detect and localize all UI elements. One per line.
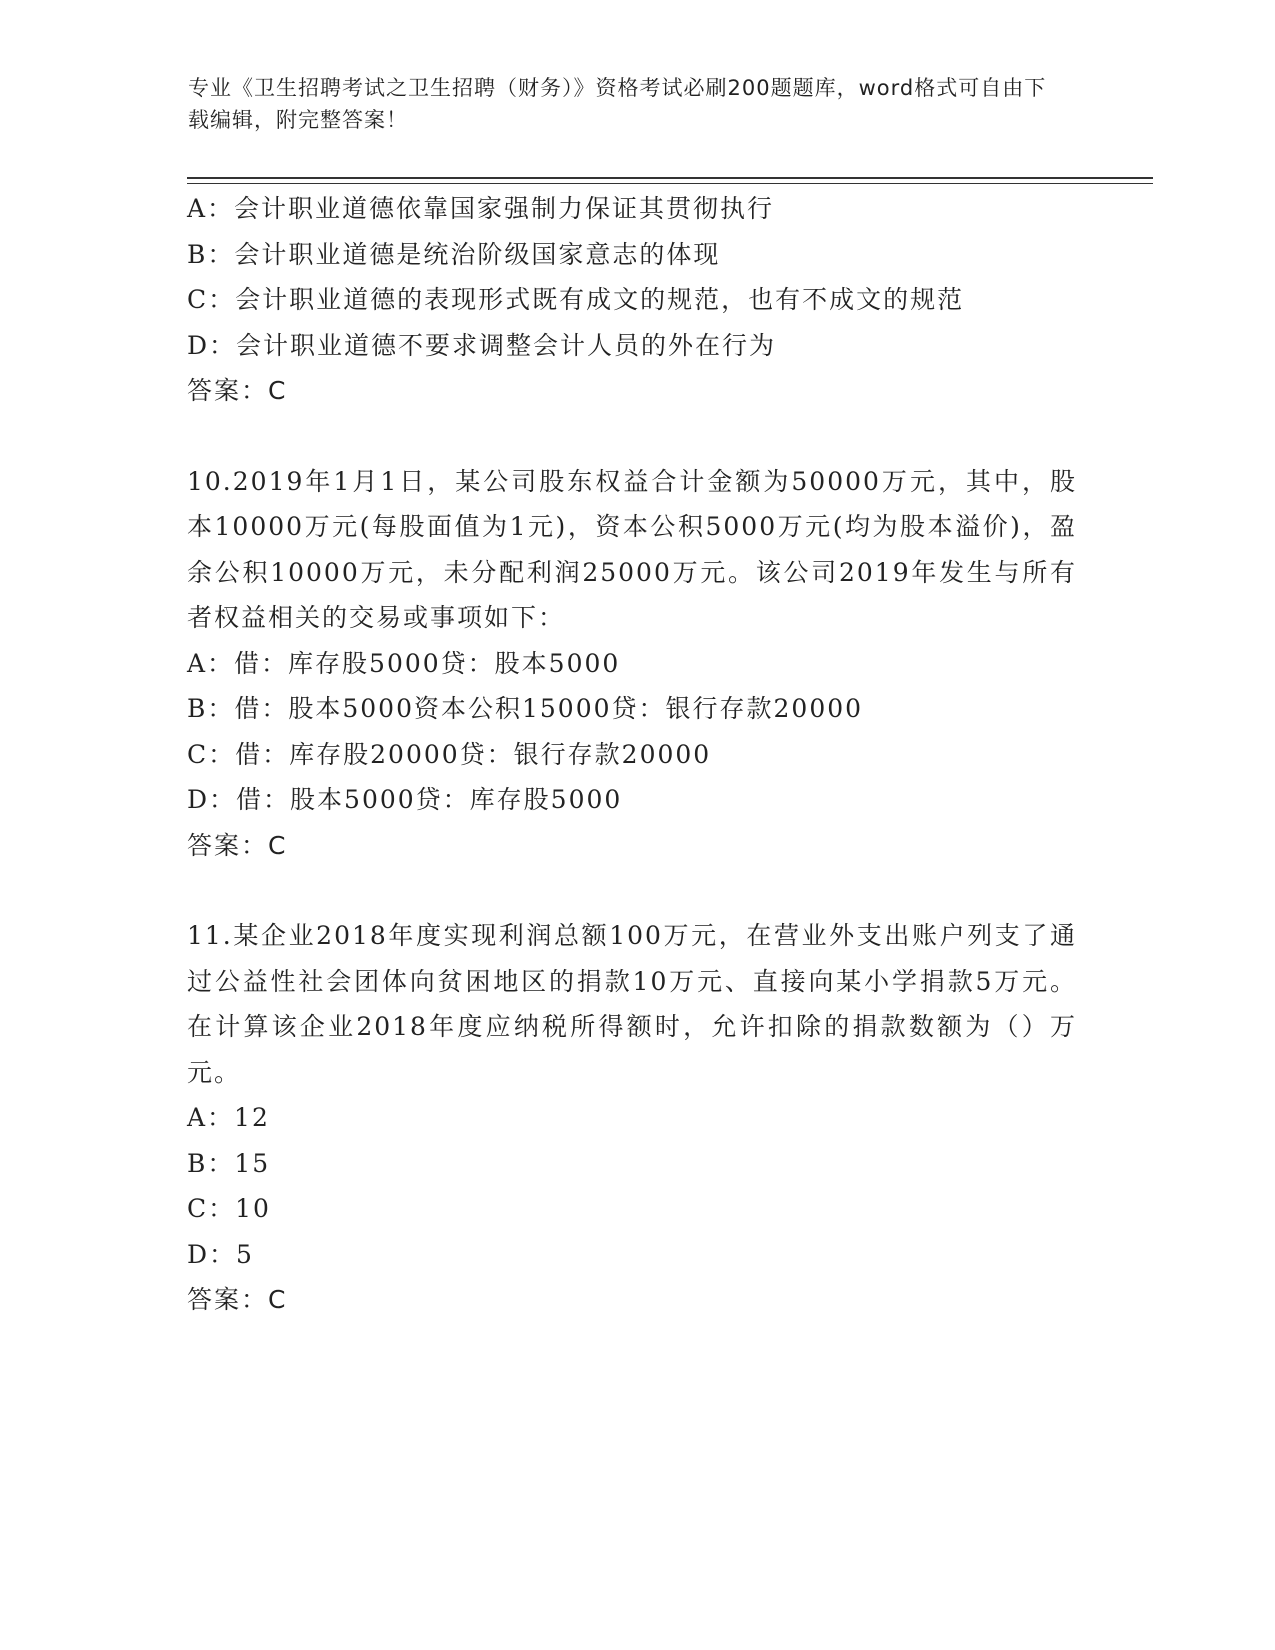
- question-11: [187, 913, 1077, 1323]
- question-9-fragment: [187, 186, 1077, 414]
- option-c: C：借：库存股20000贷：银行存款20000: [187, 739, 712, 769]
- question-10: [187, 459, 1077, 869]
- header-title: 专业《卫生招聘考试之卫生招聘（财务）》资格考试必刷200题题库，word格式可自由下载编辑，附完整答案！: [188, 76, 1047, 132]
- answer-line: 答案：C: [187, 1285, 288, 1314]
- option-a: A：借：库存股5000贷：股本5000: [187, 648, 621, 678]
- question-spacer: [187, 414, 1077, 459]
- document-body: [187, 186, 1077, 1323]
- option-a: A：12: [187, 1103, 270, 1132]
- option-c: C：10: [187, 1194, 271, 1223]
- option-d: D：会计职业道德不要求调整会计人员的外在行为: [187, 330, 777, 360]
- answer-line: 答案：C: [187, 376, 288, 405]
- answer-line: 答案：C: [187, 830, 288, 860]
- option-d: D：借：股本5000贷：库存股5000: [187, 785, 623, 814]
- option-d: D：5: [187, 1239, 254, 1269]
- document-header: [188, 72, 1068, 136]
- question-stem: 11.某企业2018年度实现利润总额100万元，在营业外支出账户列支了通过公益性社会团体向贫困地区的捐款10万元、直接向某小学捐款5万元。在计算该企业2018年度应纳税所得额时，允许扣除的捐款数额为（）万元。: [187, 921, 1077, 1087]
- question-spacer: [187, 868, 1077, 913]
- option-c: C：会计职业道德的表现形式既有成文的规范，也有不成文的规范: [187, 285, 965, 314]
- option-b: B：15: [187, 1148, 271, 1178]
- question-stem: 10.2019年1月1日，某公司股东权益合计金额为50000万元，其中，股本10000万元(每股面值为1元)，资本公积5000万元(均为股本溢价)，盈余公积10000万元，未分配利润25000万元。该公司2019年发生与所有者权益相关的交易或事项如下：: [187, 466, 1077, 632]
- option-a: A：会计职业道德依靠国家强制力保证其贯彻执行: [187, 194, 775, 223]
- header-divider-bottom: [187, 183, 1153, 184]
- option-b: B：会计职业道德是统治阶级国家意志的体现: [187, 239, 721, 269]
- header-divider-top: [187, 177, 1153, 179]
- option-b: B：借：股本5000资本公积15000贷：银行存款20000: [187, 694, 864, 723]
